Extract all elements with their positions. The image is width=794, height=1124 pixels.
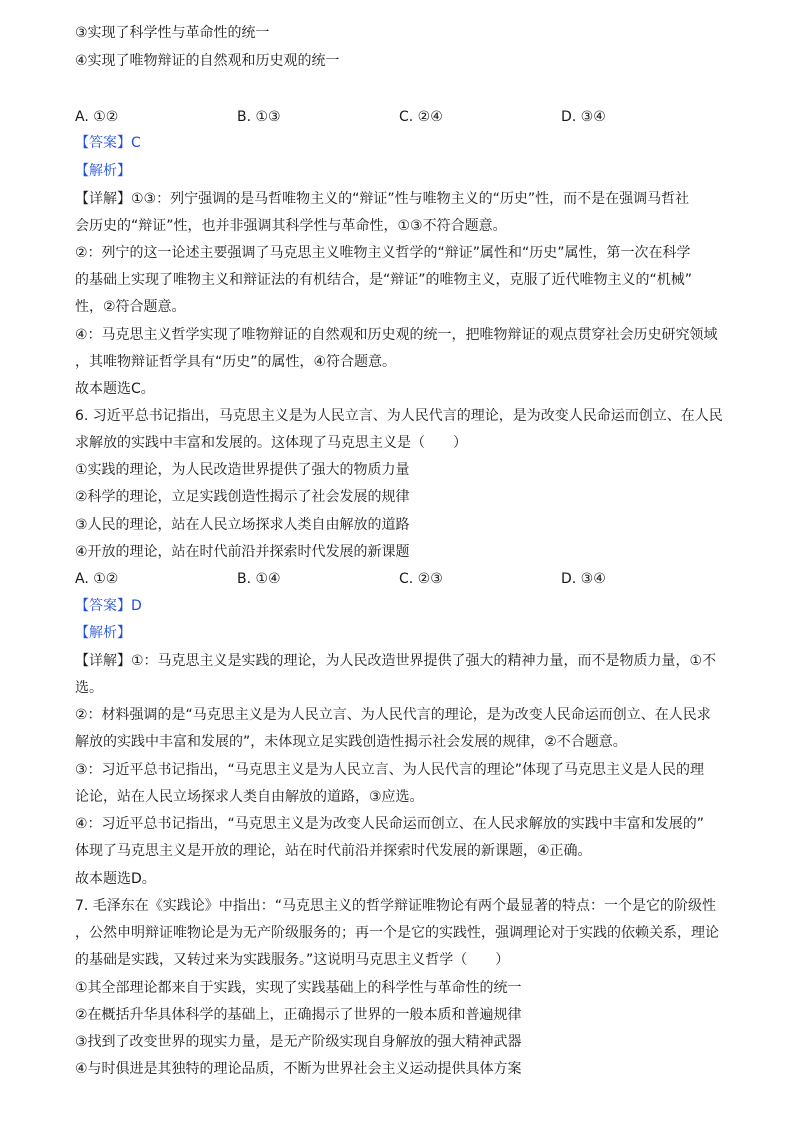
q6-answer: 【答案】D (75, 598, 142, 614)
q5-option-c: C. ②④ (399, 109, 443, 125)
q7-stem-line-2: ，公然申明辩证唯物论是为无产阶级服务的；再一个是它的实践性，强调理论对于实践的依赖关系，理论 (75, 925, 719, 941)
q5-analysis-heading: 【解析】 (75, 163, 131, 179)
q6-option-a: A. ①② (75, 571, 119, 587)
q7-statement-1: ①其全部理论都来自于实践，实现了实践基础上的科学性与革命性的统一 (75, 980, 522, 996)
q5-detail-line-4: 的基础上实现了唯物主义和辩证法的有机结合，是“辩证”的唯物主义，克服了近代唯物主义的“机械” (75, 272, 693, 288)
q6-statement-1: ①实践的理论，为人民改造世界提供了强大的物质力量 (75, 462, 410, 478)
q5-answer: 【答案】C (75, 135, 141, 151)
q6-option-d: D. ③④ (561, 571, 606, 587)
q6-conclusion: 故本题选D。 (75, 871, 156, 887)
q6-detail-line-5: ③：习近平总书记指出，“马克思主义是为人民立言、为人民代言的理论”体现了马克思主义是人民的理 (75, 762, 705, 778)
q5-option-d: D. ③④ (561, 109, 606, 125)
q6-statement-2: ②科学的理论，立足实践创造性揭示了社会发展的规律 (75, 489, 410, 505)
q6-stem-line-2: 求解放的实践中丰富和发展的。这体现了马克思主义是（ ） (75, 435, 467, 451)
q5-options (75, 108, 723, 126)
q5-detail-line-3: ②：列宁的这一论述主要强调了马克思主义唯物主义哲学的“辩证”属性和“历史”属性，第一次在科学 (75, 245, 691, 261)
q5-statement-3: ③实现了科学性与革命性的统一 (75, 25, 270, 41)
q6-detail-line-1: 【详解】①：马克思主义是实践的理论，为人民改造世界提供了强大的精神力量，而不是物质力量，①不 (75, 653, 717, 669)
q6-option-b: B. ①④ (237, 571, 281, 587)
q7-statement-4: ④与时俱进是其独特的理论品质，不断为世界社会主义运动提供具体方案 (75, 1061, 522, 1077)
q6-stem-line-1: 6. 习近平总书记指出，马克思主义是为人民立言、为人民代言的理论，是为改变人民命运而创立、在人民 (75, 408, 723, 424)
q5-option-b: B. ①③ (237, 109, 281, 125)
q5-detail-line-2: 会历史的“辩证”性，也并非强调其科学性与革命性，①③不符合题意。 (75, 218, 507, 234)
q6-detail-line-2: 选。 (75, 680, 103, 696)
q6-detail-line-4: 解放的实践中丰富和发展的”，未体现立足实践创造性揭示社会发展的规律，②不合题意。 (75, 734, 627, 750)
q5-detail-line-1: 【详解】①③：列宁强调的是马哲唯物主义的“辩证”性与唯物主义的“历史”性，而不是在强调马哲社 (75, 191, 690, 207)
q5-detail-line-7: ，其唯物辩证哲学具有“历史”的属性，④符合题意。 (75, 354, 397, 370)
q6-statement-4: ④开放的理论，站在时代前沿并探索时代发展的新课题 (75, 544, 410, 560)
q6-analysis-heading: 【解析】 (75, 625, 131, 641)
q5-option-a: A. ①② (75, 109, 119, 125)
q6-options (75, 570, 723, 588)
q6-statement-3: ③人民的理论，站在人民立场探求人类自由解放的道路 (75, 517, 410, 533)
q5-statement-4: ④实现了唯物辩证的自然观和历史观的统一 (75, 53, 340, 69)
q5-detail-line-5: 性，②符合题意。 (75, 299, 186, 315)
q7-statement-3: ③找到了改变世界的现实力量，是无产阶级实现自身解放的强大精神武器 (75, 1034, 522, 1050)
q7-statement-2: ②在概括升华具体科学的基础上，正确揭示了世界的一般本质和普遍规律 (75, 1007, 522, 1023)
q7-stem-line-1: 7. 毛泽东在《实践论》中指出：“马克思主义的哲学辩证唯物论有两个最显著的特点：一个是它的阶级性 (75, 898, 717, 914)
q6-detail-line-3: ②：材料强调的是“马克思主义是为人民立言、为人民代言的理论，是为改变人民命运而创立、在人民求 (75, 707, 711, 723)
q5-detail-line-6: ④：马克思主义哲学实现了唯物辩证的自然观和历史观的统一，把唯物辩证的观点贯穿社会历史研究领域 (75, 327, 718, 343)
q7-stem-line-3: 的基础是实践，又转过来为实践服务。”这说明马克思主义哲学（ ） (75, 952, 510, 968)
q6-option-c: C. ②③ (399, 571, 443, 587)
q6-detail-line-8: 体现了马克思主义是开放的理论，站在时代前沿并探索时代发展的新课题，④正确。 (75, 843, 592, 859)
q5-conclusion: 故本题选C。 (75, 381, 155, 397)
q6-detail-line-7: ④：习近平总书记指出，“马克思主义是为改变人民命运而创立、在人民求解放的实践中丰富和发展的” (75, 816, 705, 832)
q6-detail-line-6: 论论，站在人民立场探求人类自由解放的道路，③应选。 (75, 789, 424, 805)
